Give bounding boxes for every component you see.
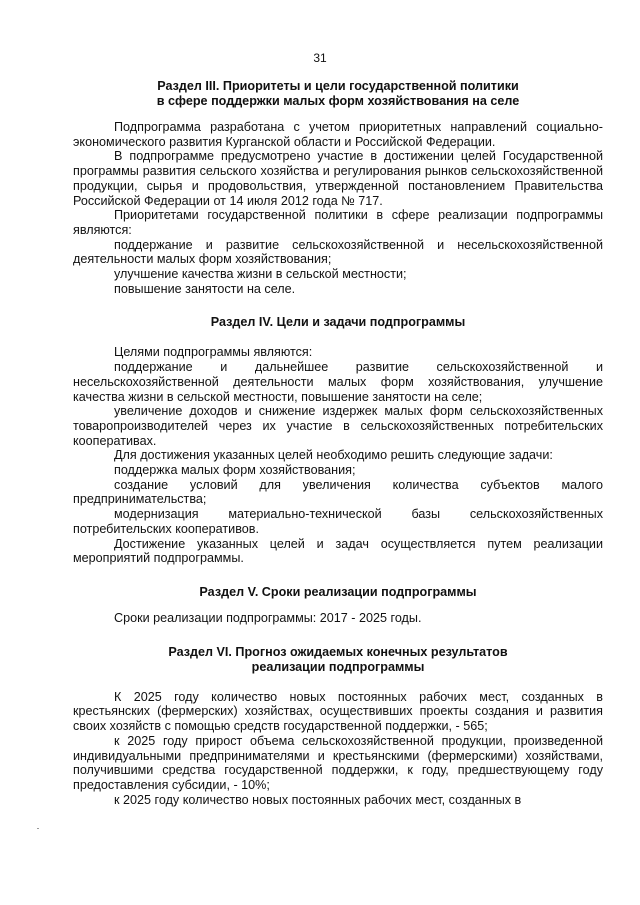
paragraph: Сроки реализации подпрограммы: 2017 - 2025 годы. [114,610,422,625]
list-item: увеличение доходов и снижение издержек малых форм сельскохозяйственных товаропроизводителей через их участие в сельскохозяйственных потребительских кооперативах. [73,404,603,448]
section-6-heading-line2: реализации подпрограммы [251,659,425,674]
paragraph: Целями подпрограммы являются: [114,345,313,360]
section-5-heading: Раздел V. Сроки реализации подпрограммы [199,584,477,599]
paragraph: Для достижения указанных целей необходимо решить следующие задачи: [114,448,553,463]
paragraph: Приоритетами государственной политики в сфере реализации подпрограммы являются: [73,208,603,237]
paragraph: К 2025 году количество новых постоянных рабочих мест, созданных в крестьянских (фермерских) хозяйствах, осуществивших проекты создания и развития своих хозяйств с помощью средств государственной поддержки, - 565; [73,689,603,734]
paragraph: Подпрограмма разработана с учетом приоритетных направлений социально-экономического развития Курганской области и Российской Федерации. [73,120,603,149]
section-4-heading: Раздел IV. Цели и задачи подпрограммы [210,315,466,330]
list-item: повышение занятости на селе. [114,281,296,296]
document-body [73,79,603,807]
scan-artifact [37,828,39,829]
paragraph: В подпрограмме предусмотрено участие в достижении целей Государственной программы развития сельского хозяйства и регулирования рынков сельскохозяйственной продукции, сырья и продовольствия, утвержденной постановлением Правительства Российской Федерации от 14 июля 2012 года № 717. [73,149,603,208]
section-3-heading [73,79,603,109]
paragraph: Достижение указанных целей и задач осуществляется путем реализации мероприятий подпрограммы. [73,536,603,566]
list-item: поддержание и развитие сельскохозяйственной и несельскохозяйственной деятельности малых форм хозяйствования; [73,237,603,267]
section-6-heading [73,645,603,675]
list-item: к 2025 году количество новых постоянных рабочих мест, созданных в [114,792,522,807]
section-3-heading-line2: в сфере поддержки малых форм хозяйствования на селе [156,94,520,108]
list-item: модернизация материально-технической базы сельскохозяйственных потребительских кооперативов. [73,507,603,536]
list-item: поддержка малых форм хозяйствования; [114,463,356,478]
list-item: улучшение качества жизни в сельской местности; [114,267,407,282]
list-item: создание условий для увеличения количества субъектов малого предпринимательства; [73,477,603,507]
list-item: к 2025 году прирост объема сельскохозяйственной продукции, произведенной индивидуальными предпринимателями и крестьянскими (фермерскими) хозяйствами, получившими средства государственной поддержки, к году, предшествующему году предоставления субсидии, - 10%; [73,733,603,792]
list-item: поддержание и дальнейшее развитие сельскохозяйственной и несельскохозяйственной деятельности малых форм хозяйствования, улучшение качества жизни в сельской местности, повышение занятости на селе; [73,360,603,404]
section-6-heading-line1: Раздел VI. Прогноз ожидаемых конечных результатов [168,644,508,659]
section-3-heading-line1: Раздел III. Приоритеты и цели государственной политики [157,79,519,93]
page-number: 31 [313,51,327,65]
